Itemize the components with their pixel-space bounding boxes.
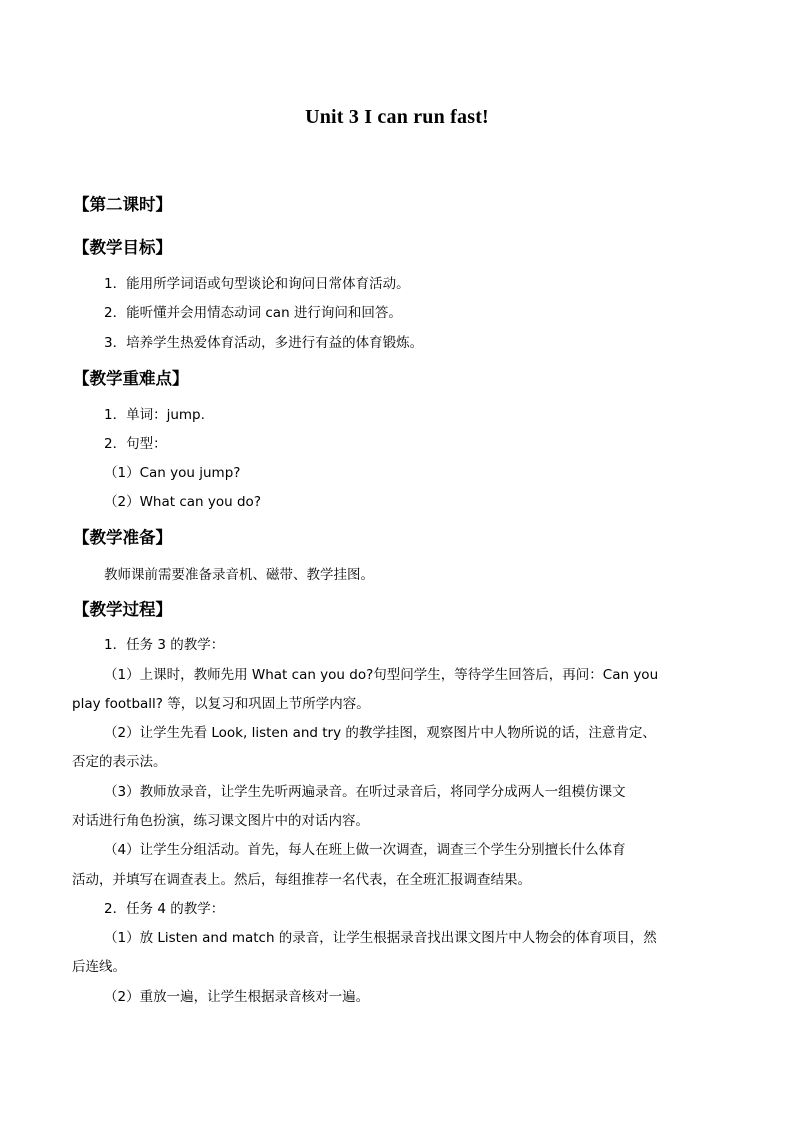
process-line: play football? 等，以复习和巩固上节所学内容。: [72, 696, 370, 712]
process-line: （1）放 Listen and match 的录音，让学生根据录音找出课文图片中人物会的体育项目，然: [104, 930, 657, 946]
process-line: 后连线。: [72, 959, 126, 975]
objective-item: 3．培养学生热爱体育活动，多进行有益的体育锻炼。: [104, 335, 424, 351]
process-line: 对话进行角色扮演，练习课文图片中的对话内容。: [72, 813, 369, 829]
document-title: Unit 3 I can run fast!: [305, 106, 489, 128]
preparation-text: 教师课前需要准备录音机、磁带、教学挂图。: [104, 567, 374, 583]
section-heading-lesson: 【第二课时】: [73, 195, 172, 214]
objective-item: 2．能听懂并会用情态动词 can 进行询问和回答。: [104, 305, 402, 321]
process-line: （2）重放一遍，让学生根据录音核对一遍。: [104, 989, 370, 1005]
process-line: （1）上课时，教师先用 What can you do?句型问学生，等待学生回答后，再问：Can you: [104, 667, 659, 683]
key-point-item: 2．句型：: [104, 436, 167, 452]
process-line: 否定的表示法。: [72, 754, 167, 770]
objective-item: 1．能用所学词语或句型谈论和询问日常体育活动。: [104, 276, 410, 292]
process-line: （4）让学生分组活动。首先，每人在班上做一次调查，调查三个学生分别擅长什么体育: [104, 842, 626, 858]
process-line: （2）让学生先看 Look, listen and try 的教学挂图，观察图片中人物所说的话，注意肯定、: [104, 725, 656, 741]
key-point-item: 1．单词：jump.: [104, 407, 205, 423]
process-line: 2．任务 4 的教学：: [104, 901, 225, 917]
process-line: 活动，并填写在调查表上。然后，每组推荐一名代表，在全班汇报调查结果。: [72, 872, 531, 888]
section-heading-preparation: 【教学准备】: [73, 528, 172, 547]
process-line: （3）教师放录音，让学生先听两遍录音。在听过录音后，将同学分成两人一组模仿课文: [104, 784, 626, 800]
key-point-item: （2）What can you do?: [104, 494, 261, 510]
section-heading-key-points: 【教学重难点】: [73, 369, 189, 388]
process-line: 1．任务 3 的教学：: [104, 637, 225, 653]
section-heading-objectives: 【教学目标】: [73, 238, 172, 257]
section-heading-process: 【教学过程】: [73, 600, 172, 619]
key-point-item: （1）Can you jump?: [104, 465, 241, 481]
